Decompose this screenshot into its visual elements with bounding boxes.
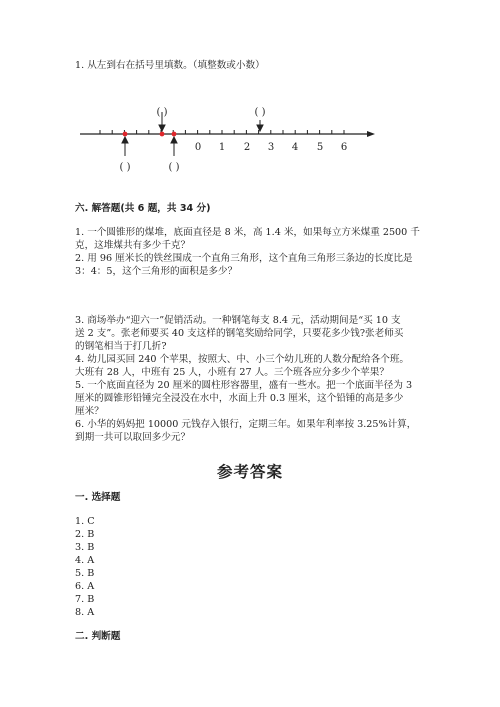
point-marker-b [160,132,165,137]
problem-line: 4. 幼儿园买回 240 个苹果，按照大、中、小三个幼儿班的人数分配给各个班。 [75,354,410,365]
arrow-up-c-icon [171,137,177,156]
problem-line: 3：4：5，这个三角形的面积是多少？ [75,266,238,277]
number-line-group [80,107,375,173]
arrow-down-d-icon [257,120,263,131]
answer-blank-c: ( ) [168,162,180,173]
number-line-labels [195,142,347,153]
point-marker-a [123,132,128,137]
tick-label-1: 1 [218,142,226,153]
number-line-figure [0,90,500,220]
number-line-arrowhead [367,131,375,137]
answer-item: 3. B [75,542,95,553]
answers-title: 参考答案 [216,463,283,481]
problem-line: 的钢笔相当于打几折? [75,341,167,352]
problem-line: 厘米的圆锥形铅锤完全浸没在水中，水面上升 0.3 厘米，这个铅锤的高是多少 [75,393,404,404]
problem-line: 到期一共可以取回多少元？ [75,432,191,443]
section-6-heading: 六. 解答题(共 6 题，共 34 分) [75,203,211,214]
tick-label-5: 5 [316,142,324,153]
answer-item: 4. A [75,555,95,566]
answer-item: 5. B [75,568,95,579]
problem-line: 6. 小华的妈妈把 10000 元钱存入银行，定期三年。如果年利率按 3.25%计算， [75,419,417,430]
tick-label-4: 4 [291,142,299,153]
tick-label-0: 0 [194,142,202,153]
tick-label-6: 6 [340,142,348,153]
answer-item: 1. C [75,516,95,527]
problem-line: 厘米？ [75,406,104,417]
answer-blank-a: ( ) [119,162,131,173]
answers-section-1-heading: 一. 选择题 [75,492,121,503]
answer-item: 8. A [75,607,95,618]
answer-item: 2. B [75,529,95,540]
problem-line: 3. 商场举办“迎六一”促销活动。一种钢笔每支 8.4 元，活动期间是“买 10 支 [75,315,401,326]
problem-line: 1. 一个圆锥形的煤堆，底面直径是 8 米，高 1.4 米，如果每立方米煤重 2500 千 [75,227,420,238]
point-marker-c [172,132,177,137]
problem-line: 大班有 28 人，中班有 25 人，小班有 27 人。三个班各应分多少个苹果？ [75,367,389,378]
number-line-ticks [100,130,344,134]
problem-line: 送 2 支”。张老师要买 40 支这样的钢笔奖励给同学，只要花多少钱?张老师买 [75,328,404,339]
question-1-text: 1. 从左到右在括号里填数。（填整数或小数） [75,60,265,71]
problem-line: 克，这堆煤共有多少千克？ [75,240,191,251]
answer-item: 6. A [75,581,95,592]
tick-label-3: 3 [267,142,275,153]
answer-blank-d: ( ) [254,107,266,118]
problem-line: 2. 用 96 厘米长的铁丝围成一个直角三角形，这个直角三角形三条边的长度比是 [75,253,413,264]
answer-item: 7. B [75,594,95,605]
answers-section-2-heading: 二. 判断题 [75,631,121,642]
answer-blank-b: ( ) [156,107,168,118]
tick-label-2: 2 [243,142,251,153]
problem-line: 5. 一个底面直径为 20 厘米的圆柱形容器里，盛有一些水。把一个底面半径为 3 [75,380,413,391]
arrow-up-a-icon [122,137,128,156]
